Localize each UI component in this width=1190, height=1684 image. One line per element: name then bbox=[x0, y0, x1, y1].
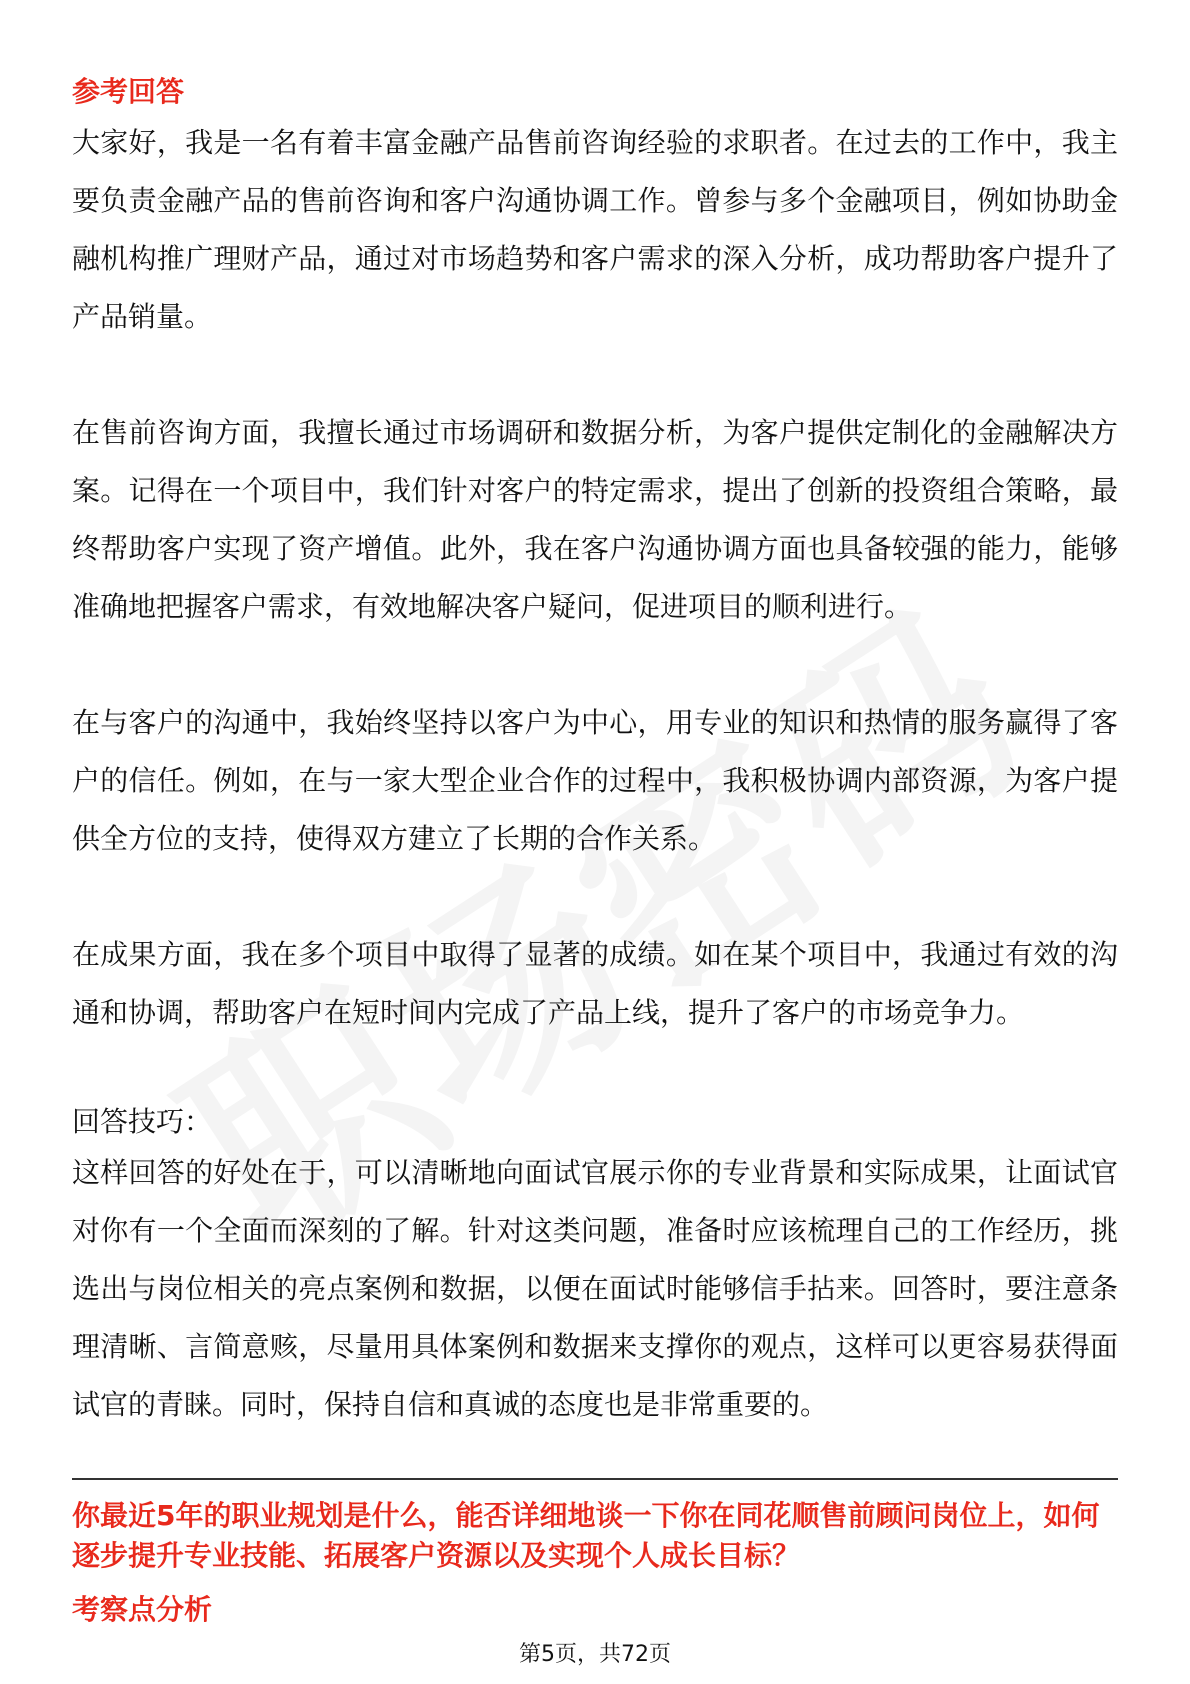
answer-paragraph-2: 在售前咨询方面，我擅长通过市场调研和数据分析，为客户提供定制化的金融解决方案。记得在一个项目中，我们针对客户的特定需求，提出了创新的投资组合策略，最终帮助客户实现了资产增值。此外，我在客户沟通协调方面也具备较强的能力，能够准确地把握客户需求，有效地解决客户疑问，促进项目的顺利进行。 bbox=[72, 416, 1118, 623]
tips-paragraph: 这样回答的好处在于，可以清晰地向面试官展示你的专业背景和实际成果，让面试官对你有一个全面而深刻的了解。针对这类问题，准备时应该梳理自己的工作经历，挑选出与岗位相关的亮点案例和数据，以便在面试时能够信手拈来。回答时，要注意条理清晰、言简意赅，尽量用具体案例和数据来支撑你的观点，这样可以更容易获得面试官的青睐。同时，保持自信和真诚的态度也是非常重要的。 bbox=[72, 1156, 1118, 1421]
paragraph-spacer bbox=[72, 1042, 1118, 1100]
answer-paragraph-3: 在与客户的沟通中，我始终坚持以客户为中心，用专业的知识和热情的服务赢得了客户的信任。例如，在与一家大型企业合作的过程中，我积极协调内部资源，为客户提供全方位的支持，使得双方建立了长期的合作关系。 bbox=[72, 706, 1118, 855]
analysis-heading: 考察点分析 bbox=[72, 1593, 213, 1626]
paragraph-spacer bbox=[72, 346, 1118, 404]
page-number: 第5页，共72页 bbox=[519, 1642, 671, 1667]
tips-label: 回答技巧： bbox=[72, 1105, 213, 1138]
section-divider bbox=[72, 1478, 1118, 1480]
answer-paragraph-4: 在成果方面，我在多个项目中取得了显著的成绩。如在某个项目中，我通过有效的沟通和协调，帮助客户在短时间内完成了产品上线，提升了客户的市场竞争力。 bbox=[72, 938, 1118, 1029]
answer-paragraph-1: 大家好，我是一名有着丰富金融产品售前咨询经验的求职者。在过去的工作中，我主要负责金融产品的售前咨询和客户沟通协调工作。曾参与多个金融项目，例如协助金融机构推广理财产品，通过对市场趋势和客户需求的深入分析，成功帮助客户提升了产品销量。 bbox=[72, 126, 1118, 333]
next-question: 你最近5年的职业规划是什么，能否详细地谈一下你在同花顺售前顾问岗位上，如何逐步提升专业技能、拓展客户资源以及实现个人成长目标？ bbox=[72, 1499, 1100, 1572]
paragraph-spacer bbox=[72, 868, 1118, 926]
reference-answer-heading: 参考回答 bbox=[72, 75, 185, 108]
paragraph-spacer bbox=[72, 636, 1118, 694]
document-body bbox=[72, 70, 1118, 1434]
